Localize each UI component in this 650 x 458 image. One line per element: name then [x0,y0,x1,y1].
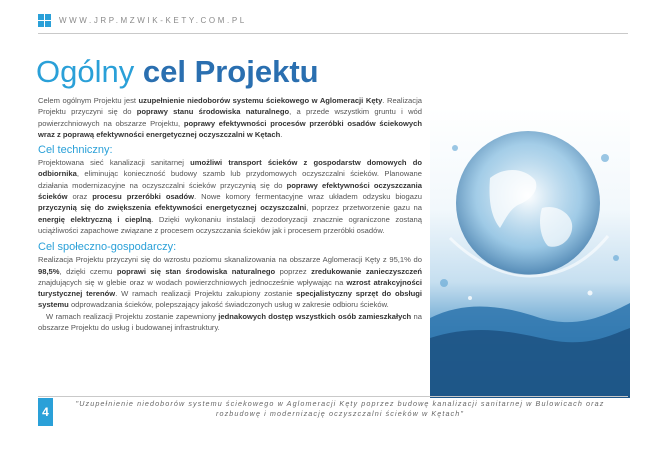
footer-project-title: "Uzupełnienie niedoborów systemu ściekowego w Aglomeracji Kęty poprzez budowę kanalizacji sanitarnej w Bulowicach oraz rozbudowę i modernizację oczyszczalni ścieków w Kętach" [75,399,605,418]
page-title [36,54,319,90]
text-run: , eliminując konieczność budowy szamb lub przydomowych oczyszczalni ścieków. Planowane działania modernizacyjne na oczyszczalni ścieków przyczynią się do [38,169,422,190]
title-bold: cel Projektu [142,54,319,89]
bold-run: poprawi się stan środowiska naturalnego [116,266,276,276]
text-run: Projektowana sieć kanalizacji sanitarnej [38,158,191,168]
text-run: . Nowe komory fermentacyjne wraz układem odzysku biogazu [194,192,422,202]
text-run: W ramach realizacji Projektu zostanie zapewniony [46,311,219,321]
bold-run: wzrost atrakcyjności turystycznej terenów [38,277,423,299]
section-heading-technical: Cel techniczny: [38,144,113,157]
bold-run: poprawy efektywności procesów przeróbki osadów ściekowych wraz z poprawą efektywności energetycznej oczyszczalni w Kętach [38,118,422,139]
bold-run: zredukowanie zanieczyszczeń [311,266,422,276]
bold-run: energię elektryczną i cieplną [38,214,152,224]
bold-run: 98,5% [38,266,60,276]
title-light: Ogólny [36,54,135,89]
bold-run: poprawy efektywności oczyszczania ścieków [38,180,422,202]
text-run: , a przede wszystkim gruntu i wód powierzchniowych na obszarze Projektu, [38,107,422,128]
text-run: , poprzez przetworzenie gazu na [306,203,422,213]
footer-divider [38,396,628,397]
bold-run: jednakowych dostęp wszystkich osób zamieszkałych [218,311,412,321]
text-run: . Dzięki wykonaniu instalacji dezodoryzacji znacznie ograniczone zostaną uciążliwości zapachowe związane z procesem oczyszczania ścieków jak i procesem przeróbki osadów. [38,214,422,235]
text-run: znajdujących się w glebie oraz w wodach powierzchniowych jednocześnie wpływając na [38,277,347,287]
text-run: . Realizacja Projektu przyczyni się do [38,96,422,117]
social-paragraph-2 [38,311,422,334]
text-run: , dzięki czemu [59,266,117,276]
bold-run: poprawy stanu środowiska naturalnego [136,107,290,117]
text-run: Realizacja Projektu przyczyni się do wzrostu poziomu skanalizowania na obszarze Aglomeracji Kęty z 95,1% do [38,255,422,265]
page-number: 4 [38,398,53,426]
bold-run: uzupełnienie niedoborów systemu ściekowego w Aglomeracji Kęty [138,96,383,105]
social-paragraph [38,254,422,310]
bold-run: procesu przeróbki osadów [92,192,195,202]
bold-run: przyczynią się do zwiększenia efektywności energetycznej oczyszczalni [38,203,307,213]
text-run: . W ramach realizacji Projektu zakupiony zostanie [115,289,297,299]
technical-paragraph [38,157,422,236]
text-run: Celem ogólnym Projektu jest [38,96,139,105]
bold-run: specjalistyczny sprzęt do obsługi systemu [38,289,422,310]
header [38,14,247,27]
bold-run: umożliwi transport ścieków z gospodarstw domowych do odbiornika [38,158,422,179]
text-run: na obszarze Projektu do usług i budowanej infrastruktury. [38,311,422,333]
water-globe-icon [430,108,630,398]
text-run: oraz [67,192,93,202]
section-heading-social: Cel społeczno-gospodarczy: [38,241,177,254]
header-divider [38,33,628,34]
main-content [38,95,422,333]
intro-paragraph [38,95,422,140]
grid-logo-icon [38,14,51,27]
water-globe-image [430,108,630,398]
text-run: poprzez [275,266,312,276]
text-run: odprowadzania ścieków, polepszający jakość świadczonych usług w zakresie odbioru ścieków. [68,300,389,310]
text-run: . [280,129,283,139]
site-url[interactable]: WWW.JRP.MZWIK-KETY.COM.PL [59,16,247,25]
